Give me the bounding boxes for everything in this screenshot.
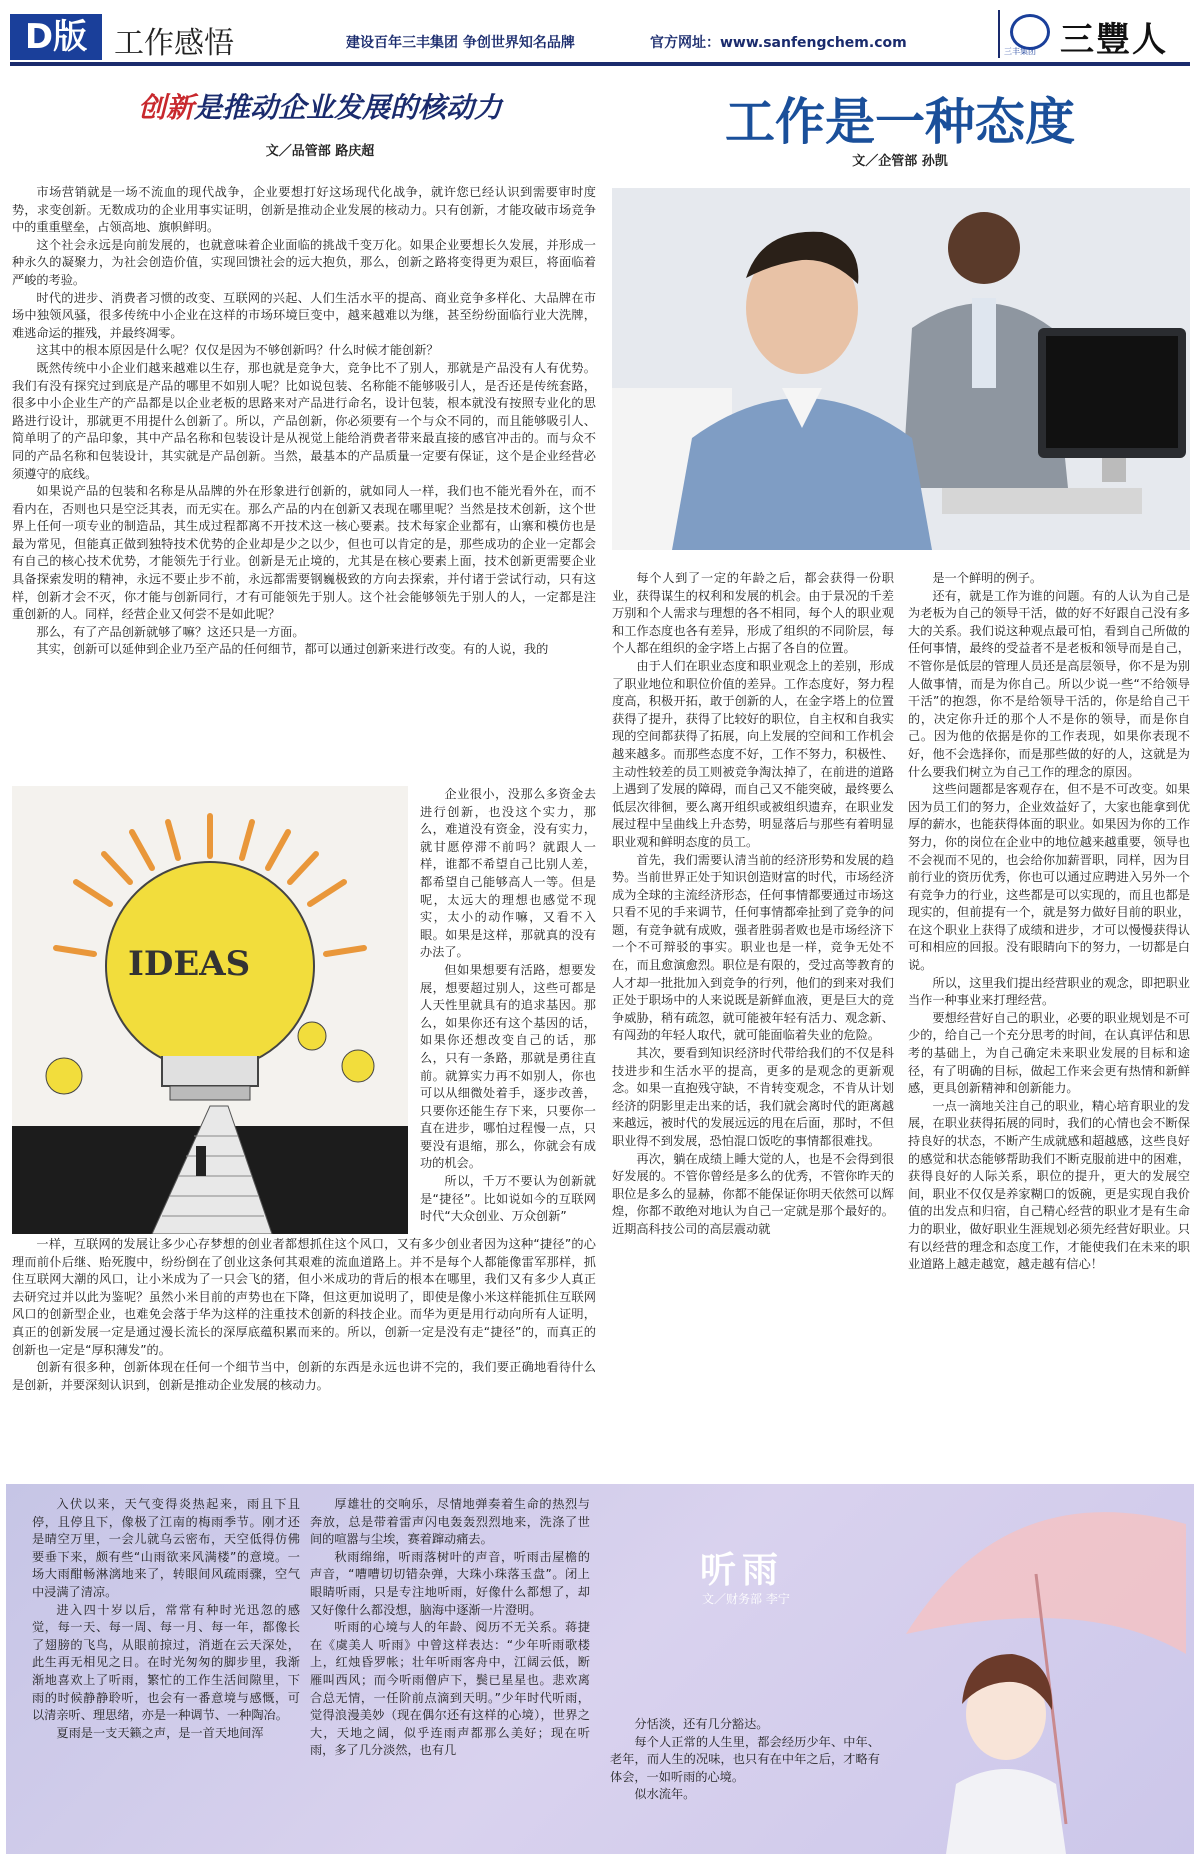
paragraph: 其次，要看到知识经济时代带给我们的不仅是科技进步和生活水平的提高，更多的是观念的更新观念。如果一直抱残守缺，不肯转变观念，不肯从计划经济的阴影里走出来的话，我们就会离时代的距离越来越远，被时代的发展远远的甩在后面，那时，不但职业得不到发展，恐怕混口饭吃的事情都很难找。: [612, 1046, 894, 1148]
article2-title: 工作是一种态度: [725, 92, 1075, 151]
article3-column-3: [610, 1716, 880, 1846]
paragraph: 是一个鲜明的例子。: [932, 571, 1043, 585]
sanfeng-emblem-icon: [1010, 14, 1050, 50]
office-photo: [612, 188, 1190, 550]
article3-column-1: [32, 1496, 300, 1846]
paragraph: 那么，有了产品创新就够了嘛？这还只是一方面。: [36, 624, 305, 639]
ideas-text: IDEAS: [128, 944, 251, 984]
paragraph: 夏雨是一支天籁之声，是一首天地间浑: [56, 1725, 264, 1740]
paragraph: 秋雨绵绵，听雨落树叶的声音，听雨击屋檐的声音，“嘈嘈切切错杂弹，大珠小珠落玉盘”。闭上眼睛听雨，只是专注地听雨，好像什么都想了，却又好像什么都没想，脑海中逐渐一片澄明。: [310, 1549, 590, 1617]
website-link[interactable]: 官方网址：www.sanfengchem.com: [650, 35, 907, 51]
paragraph: 如果说产品的包装和名称是从品牌的外在形象进行创新的，就如同人一样，我们也不能光看外在，而不看内在，否则也只是空泛其表，而无实在。那么产品的内在创新又表现在哪里呢？当然是技术创新，这个世界上任何一项专业的制造品，其生成过程都离不开技术这一核心要素。技术每家企业都有，山寨和模仿也是最为常见，但能真正做到独特技术优势的企业却是少之以少，但也可以肯定的是，那些成功的企业一定都会有自己的核心技术优势，才能领先于行业。创新是无止境的，尤其是在核心要素上面，技术创新更需要企业具备探索发明的精神，永远不要止步不前，永远都需要钢巍极致的方向去探索，并付诸于尝试行动，只有这样，创新才会不灭，你才能与创新同行，才有可能领先于别人。这个社会能够领先于别人的人，一定都是注重创新的人。同样，经营企业又何尝不是如此呢？: [12, 484, 596, 622]
paragraph: 厚雄壮的交响乐，尽情地弹奏着生命的热烈与奔放，总是带着雷声闪电轰轰烈烈地来，洗涤了世间的喧嚣与尘埃，赛着蹿动痛去。: [310, 1497, 590, 1547]
businessmen-photo-icon: [612, 188, 1190, 550]
lightbulb-icon: [12, 786, 408, 1234]
paragraph: 分恬淡，还有几分豁达。: [634, 1717, 769, 1731]
article3-column-2: [310, 1496, 590, 1846]
article1-title-highlight: 创新: [137, 91, 194, 124]
article1-body-top: [12, 184, 596, 788]
paragraph: 要想经营好自己的职业，必要的职业规划是不可少的，给自己一个充分思考的时间，在认真评估和思考的基础上，为自己确定未来职业发展的目标和途径，有了明确的目标，做起工作来会更有热情和新鲜感，更具创新精神和创新能力。: [908, 1010, 1190, 1096]
paragraph: 似水流年。: [634, 1787, 696, 1802]
paragraph: 入伏以来，天气变得炎热起来，雨且下且停，且停且下，像极了江南的梅雨季节。刚才还是晴空万里，一会儿就乌云密布，天空低得仿佛要垂下来，颇有些“山雨欲来风满楼”的意境。一场大雨酣畅淋漓地来了，转眼间风疏雨骤，空气中浸满了清凉。: [32, 1497, 300, 1599]
paragraph: 时代的进步、消费者习惯的改变、互联网的兴起、人们生活水平的提高、商业竞争多样化、大品牌在市场中独领风骚，很多传统中小企业在这样的市场环境巨变中，越来越难以为继，甚至纷纷面临行业大洗牌，难逃命运的摧残，并最终凋零。: [12, 290, 596, 340]
paragraph: 一点一滴地关注自己的职业，精心培育职业的发展，在职业获得拓展的同时，我们的心情也会不断保持良好的状态，不断产生成就感和超越感，这些良好的感觉和状态能够帮助我们不断克服前进中的困难，获得良好的人际关系，职位的提升，更大的发展空间，职业不仅仅是养家糊口的饭碗，更是实现自我价值的出发点和归宿，自己精心经营的职业才是有生命力的职业，做好职业生涯规划必须先经营好职业。只有以经营的理念和态度工作，才能使我们在未来的职业道路上越走越宽，越走越有信心！: [908, 1098, 1190, 1272]
slogan: 建设百年三丰集团 争创世界知名品牌: [346, 35, 575, 51]
paragraph: 这其中的根本原因是什么呢？仅仅是因为不够创新吗？什么时候才能创新？: [36, 343, 439, 358]
paragraph: 再次，躺在成绩上睡大觉的人，也是不会得到很好发展的。不管你曾经是多么的优秀，不管你昨天的职位是多么的显赫，你都不能保证你明天依然可以辉煌，你都不敢绝对地认为自己一定就是那个最好的。近期高科技公司的高层震动就: [612, 1151, 894, 1236]
section-title: 工作感悟: [114, 26, 234, 61]
paragraph: 还有，就是工作为谁的问题。有的人认为自己是为老板为自己的领导干活，做的好不好跟自己没有多大的关系。我们说这种观点最可怕，看到自己所做的任何事情，最终的受益者不是老板和领导而是自己，不管你是低层的管理人员还是高层领导，你不是为别人做事情，而是为你自己。所以少说一些“不给领导干活”的抱怨，你不是给领导干活的，你是给自己干的，决定你升迁的那个人不是你的领导，而是你自己。因为他的依据是你的工作表现，如果你表现不好，他不会选择你，而是那些做的好的人，这就是为什么要我们树立为自己工作的理念的原因。: [908, 588, 1190, 779]
paragraph: 所以，千万不要认为创新就是“捷径”。比如说如今的互联网时代“大众创业、万众创新”: [420, 1174, 596, 1224]
paragraph: 每个人正常的人生里，都会经历少年、中年、老年，而人生的况味，也只有在中年之后，才略有体会，一如听雨的心境。: [610, 1734, 880, 1784]
paragraph: 市场营销就是一场不流血的现代战争，企业要想打好这场现代化战争，就许您已经认识到需要审时度势，求变创新。无数成功的企业用事实证明，创新是推动企业发展的核动力。只有创新，才能攻破市场竞争中的重重壁垒，占领高地、旗帜鲜明。: [12, 185, 596, 235]
paragraph: 既然传统中小企业们越来越难以生存，那也就是竞争大，竞争比不了别人，那就是产品没有人有优势。我们有没有探究过到底是产品的哪里不如别人呢？比如说包装、名称能不能够吸引人，是否还是传统套路，很多中小企业生产的产品都是以企业老板的思路来对产品进行命名，设计包装，根本就没有按照专业化的思路进行设计，那就更不用提什么创新了。所以，产品创新，你必须要有一个与众不同的，而且能够吸引人、简单明了的产品印象，其中产品名称和包装设计是从视觉上能给消费者带来最直接的感官冲击的。而与众不同的产品名称和包装设计，其实就是产品创新。当然，最基本的产品质量一定要有保证，这个是企业经营必须遵守的底线。: [12, 360, 596, 481]
paragraph: 进入四十岁以后，常常有种时光迅忽的感觉，每一天、每一周、每一月、每一年，都像长了翅膀的飞鸟，从眼前掠过，消逝在云天深处，此生再无相见之日。在时光匆匆的脚步里，我渐渐地喜欢上了听雨，繁忙的工作生活间隙里，下雨的时候静静聆听，也会有一番意境与感慨，可以清亲听、理思绪，亦是一种调节、一种陶冶。: [32, 1602, 300, 1723]
logo-subtext: 三丰集团: [1004, 47, 1036, 56]
paragraph: 听雨的心境与人的年龄、阅历不无关系。蒋捷在《虞美人 听雨》中曾这样表达：“少年听雨歌楼上，红烛昏罗帐；壮年听雨客舟中，江阔云低，断雁叫西风；而今听雨僧庐下，鬓已星星也。悲欢离合总无情，一任阶前点滴到天明。”少年时代听雨，觉得浪漫美妙（现在偶尔还有这样的心境），世界之大，天地之阔，似乎连雨声都那么美好；现在听雨，多了几分淡然，也有几: [310, 1620, 590, 1758]
paragraph: 由于人们在职业态度和职业观念上的差别，形成了职业地位和职位价值的差异。工作态度好，努力程度高，积极开拓，敢于创新的人，在金字塔上的位置获得了提升，获得了比较好的职位，自主权和自我实现的空间都获得了拓展，向上发展的空间和工作机会越来越多。而那些态度不好，工作不努力，积极性、主动性较差的员工则被竞争淘汰掉了，在前进的道路上遇到了发展的障碍，而自己又不能突破，最终要么低层次徘徊，要么离开组织或被组织遗弃，在职业发展过程中呈曲线上升态势，明显落后与那些有着明显职业观和鲜明态度的员工。: [612, 658, 894, 849]
paragraph: 所以，这里我们提出经营职业的观念，即把职业当作一种事业来打理经营。: [908, 975, 1190, 1008]
page-header: [10, 10, 1190, 66]
article3-title: 听雨: [700, 1550, 785, 1591]
umbrella-girl-illustration-icon: [886, 1484, 1194, 1854]
paragraph: 其实，创新可以延伸到企业乃至产品的任何细节，都可以通过创新来进行改变。有的人说，我的: [36, 642, 549, 657]
paragraph: 但如果想要有活路，想要发展，想要超过别人，这些可都是人天性里就具有的追求基因。那么，如果你还有这个基因的话，如果你还想改变自己的话，那么，只有一条路，那就是勇往直前。就算实力再不如别人，你也可以从细微处着手，逐步改善，只要你还能生存下来，只要你一直在进步，哪怕过程慢一点，只要没有退缩，那么，你就会有成功的机会。: [420, 962, 596, 1171]
paragraph: 企业很小，没那么多资金去进行创新，也没这个实力，那么，难道没有资金，没有实力，就甘愿停滞不前吗？就跟人一样，谁都不希望自己比别人差，都希望自己能够高人一等。但是呢，太远大的理想也感觉不现实，太小的动作嘛，又看不入眼。如果是这样，那就真的没有办法了。: [420, 787, 596, 960]
article3-author: 文／财务部 李宁: [702, 1592, 790, 1606]
article2-column-2: [908, 570, 1190, 1460]
article1-body-bottom: [12, 1236, 596, 1456]
paragraph: 这些问题都是客观存在，但不是不可改变。如果因为员工们的努力，企业效益好了，大家也能拿到优厚的薪水，也能获得体面的职业。如果因为你的工作努力，你的岗位在企业中的地位越来越重要，领导也不会视而不见的，也会给你加薪晋职，同样，因为目前行业的资历优秀，你也可以通过应聘进入另外一个有竞争力的行业，这些都是可以实现的，而且也都是现实的，但前提有一个，就是努力做好目前的职业，在这个职业上获得了成绩和进步，才可以慢慢获得认可和相应的回报。没有眼睛向下的努力，一切都是白说。: [908, 782, 1190, 973]
paragraph: 这个社会永远是向前发展的，也就意味着企业面临的挑战千变万化。如果企业要想长久发展，并形成一种永久的凝聚力，为社会创造价值，实现回馈社会的远大抱负，那么，创新之路将变得更为艰巨，将面临着严峻的考验。: [12, 237, 596, 287]
sanfeng-logo: [998, 10, 1190, 58]
article1-title: [40, 86, 600, 126]
article2-author: 文／企管部 孙凯: [852, 154, 948, 169]
article1-title-rest: 是推动企业发展的核动力: [194, 91, 503, 124]
brand-name: 三豐人: [1060, 20, 1168, 60]
paragraph: 首先，我们需要认清当前的经济形势和发展的趋势。当前世界正处于知识创造财富的时代，市场经济成为全球的主流经济形态，任何事情都要通过市场这只看不见的手来调节，任何事情都牵扯到了竞争的问题，有竞争就有成败，强者胜弱者败也是市场经济下一个不可辩驳的事实。职业也是一样，竞争无处不在，而且愈演愈烈。职位是有限的，受过高等教育的人才却一批批加入到竞争的行列，他们的到来对我们正处于职场中的人来说既是新鲜血液，更是巨大的竞争威胁，稍有疏忽，就可能被年轻有活力、观念新、有闯劲的年轻人取代，就可能面临着失业的危险。: [612, 852, 894, 1043]
paragraph: 一样，互联网的发展让多少心存梦想的创业者都想抓住这个风口，又有多少创业者因为这种“捷径”的心理而前仆后继、贻死腹中，纷纷倒在了创业这条何其艰难的流血道路上。并不是每个人都能像雷军那样，抓住互联网大潮的风口，让小米成为了一只会飞的猪，但小米成功的背后的根本在哪里，我们又有多少人真正去研究过并以此为鉴呢？虽然小米目前的声势也在下降，但这更加说明了，即使是像小米这样能抓住互联网风口的创新型企业，也难免会落于华为这样的注重技术创新的科技企业。而华为更是用行动向所有人证明，真正的创新发展一定是通过漫长流长的深厚底蕴积累而来的。所以，创新一定是没有走“捷径”的，而真正的创新也一定是“厚积薄发”的。: [12, 1237, 596, 1357]
article1-body-side: [420, 786, 596, 1232]
paragraph: 每个人到了一定的年龄之后，都会获得一份职业，获得谋生的权利和发展的机会。由于景况的千差万别和个人需求与理想的各不相同，每个人的职业观和工作态度也各有差异，形成了组织的不同阶层，每个人都在组织的金字塔上占据了各自的位置。: [612, 571, 894, 656]
paragraph: 创新有很多种，创新体现在任何一个细节当中，创新的东西是永远也讲不完的，我们要正确地看待什么是创新，并要深刻认识到，创新是推动企业发展的核动力。: [12, 1360, 596, 1392]
edition-badge: D版: [10, 14, 102, 60]
ideas-bulb-illustration: [12, 786, 408, 1234]
article2-column-1: [612, 570, 894, 1460]
article1-author: 文／品管部 路庆超: [265, 144, 375, 159]
